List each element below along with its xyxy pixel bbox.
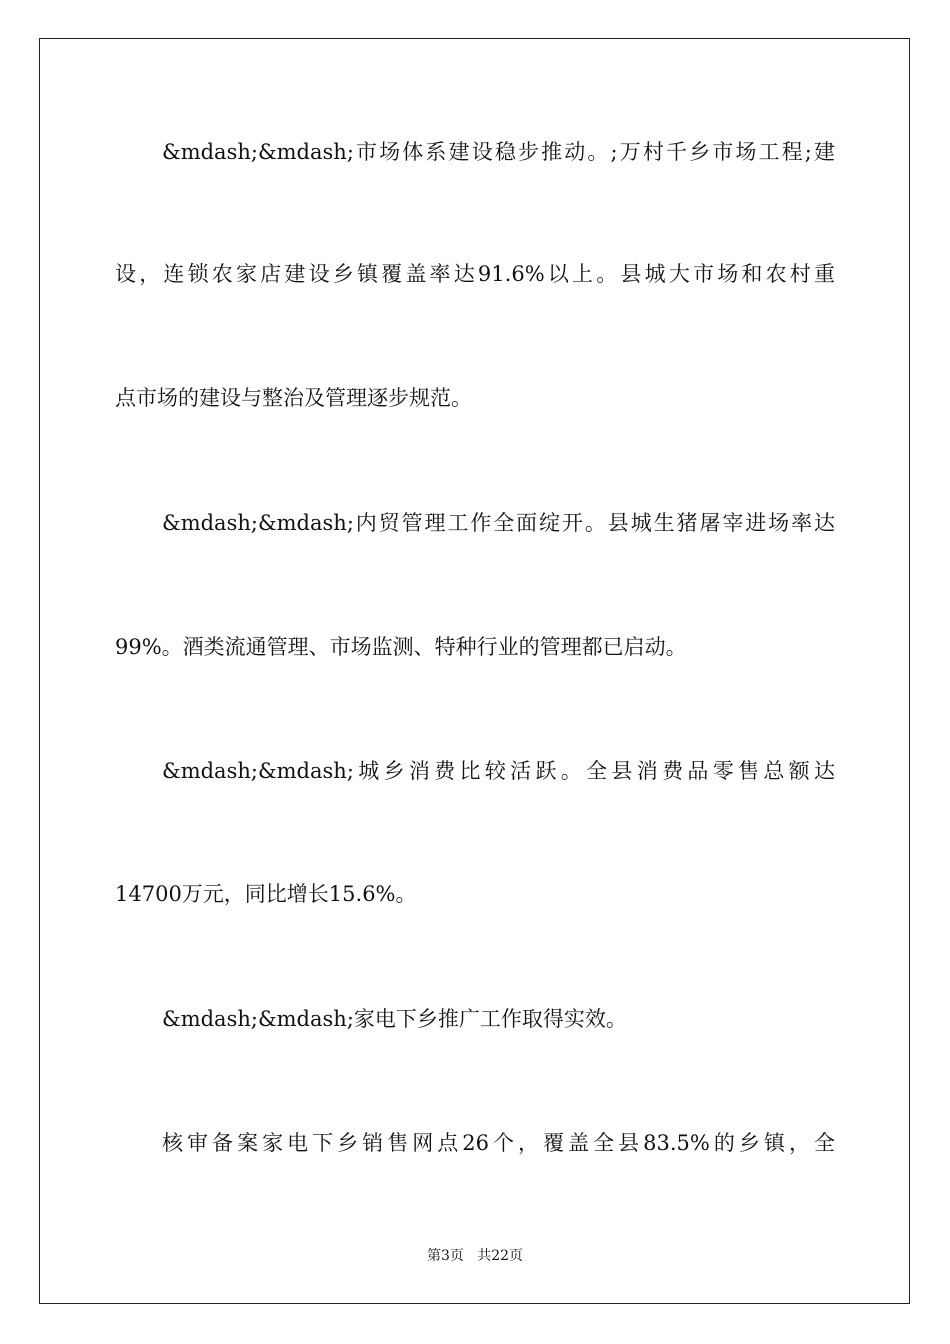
page-number-footer: 第3页 共22页 [426,1248,524,1264]
paragraph-line-2: 设，连锁农家店建设乡镇覆盖率达91.6%以上。县城大市场和农村重 [115,262,835,286]
paragraph-line-9: 核审备案家电下乡销售网点26个，覆盖全县83.5%的乡镇，全 [162,1131,835,1155]
paragraph-line-7: 14700万元，同比增长15.6%。 [115,882,417,906]
paragraph-line-3: 点市场的建设与整治及管理逐步规范。 [115,386,472,410]
page-border [39,38,910,1304]
paragraph-line-1: &mdash;&mdash;市场体系建设稳步推动。;万村千乡市场工程;建 [162,140,835,164]
paragraph-line-6: &mdash;&mdash;城乡消费比较活跃。全县消费品零售总额达 [162,759,835,783]
paragraph-line-5: 99%。酒类流通管理、市场监测、特种行业的管理都已启动。 [115,635,687,659]
paragraph-line-4: &mdash;&mdash;内贸管理工作全面绽开。县城生猪屠宰进场率达 [162,511,835,535]
paragraph-line-8: &mdash;&mdash;家电下乡推广工作取得实效。 [162,1007,627,1031]
